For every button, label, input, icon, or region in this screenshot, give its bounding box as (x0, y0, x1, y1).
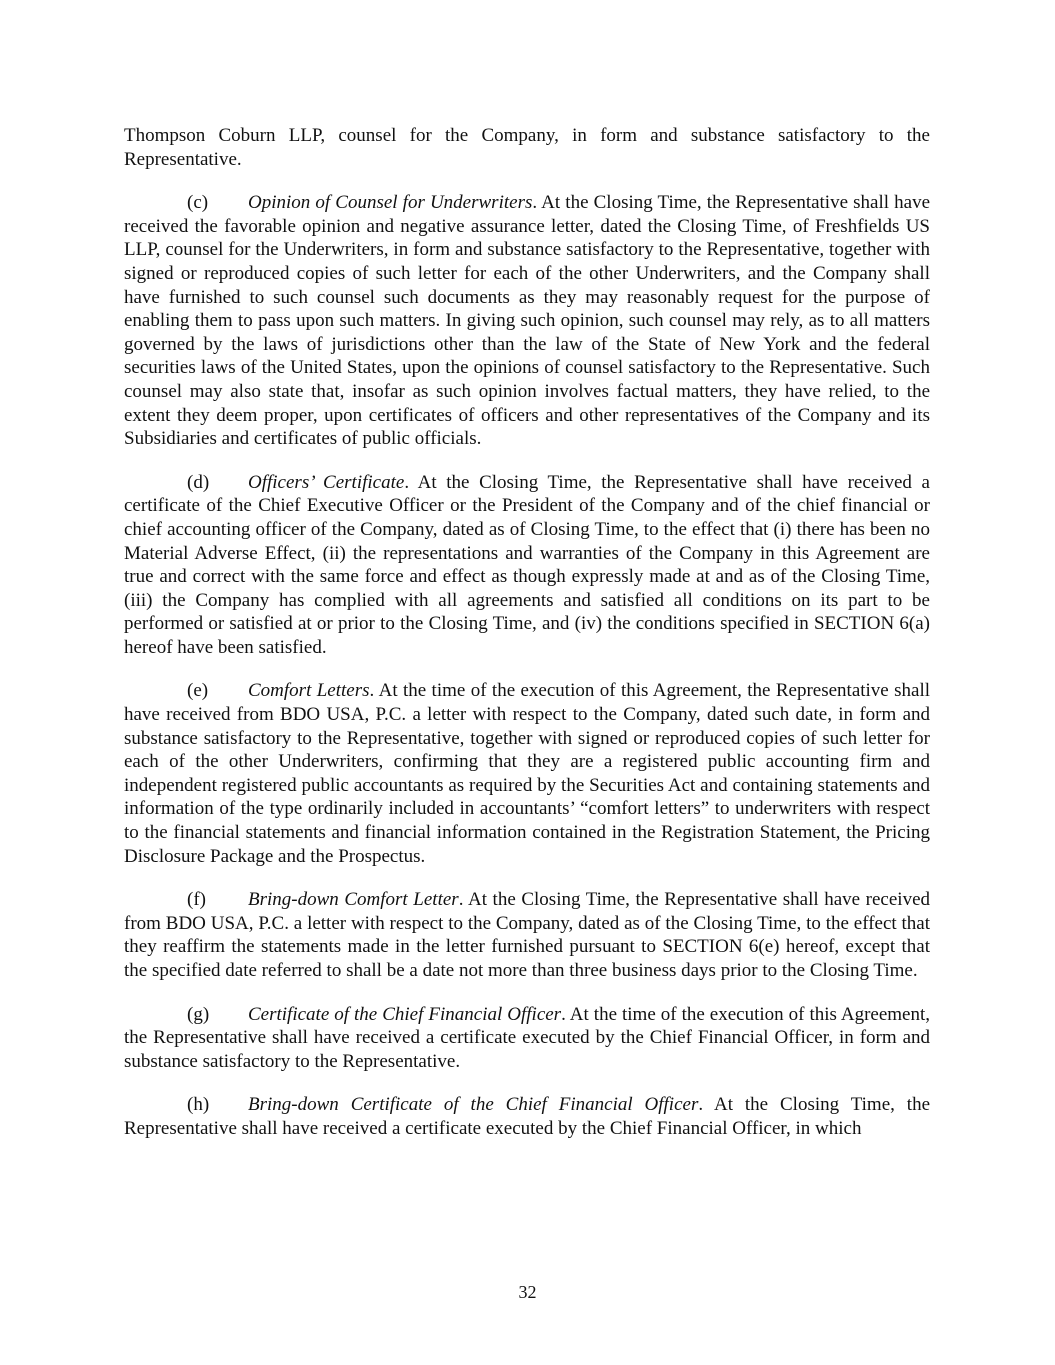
section-heading: Certificate of the Chief Financial Officer (248, 1003, 562, 1025)
section-e-paragraph (124, 679, 930, 868)
section-heading: Bring-down Comfort Letter (248, 889, 459, 911)
section-body: . At the time of the execution of this Agreement, the Representative shall have received from BDO USA, P.C. a letter with respect to the Company, dated such date, in form and substance satisfactory to the Representative, together with signed or reproduced copies of such letter for each of the other Underwriters, confirming that they are a registered public accounting firm and independent registered public accountants as required by the Securities Act and containing statements and information of the type ordinarily included in accountants’ “comfort letters” to underwriters with respect to the financial statements and financial information contained in the Registration Statement, the Pricing Disclosure Package and the Prospectus. (124, 680, 931, 867)
page-number: 32 (518, 1282, 537, 1302)
section-g-paragraph (124, 1003, 930, 1074)
section-heading: Opinion of Counsel for Underwriters (248, 192, 533, 214)
section-body: . At the Closing Time, the Representative shall have received the favorable opinion and negative assurance letter, dated the Closing Time, of Freshfields US LLP, counsel for the Underwriters, in form and substance satisfactory to the Representative, together with signed or reproduced copies of such letter for each of the other Underwriters, and the Company shall have furnished to such counsel such documents as they may reasonably request for the purpose of enabling them to pass upon such matters. In giving such opinion, such counsel may rely, as to all matters governed by the laws of jurisdictions other than the law of the State of New York and the federal securities laws of the United States, upon the opinions of counsel satisfactory to the Representative. Such counsel may also state that, insofar as such opinion involves factual matters, they have relied, to the extent they deem proper, upon certificates of officers and other representatives of the Company and its Subsidiaries and certificates of public officials. (124, 192, 930, 450)
continuation-paragraph: Thompson Coburn LLP, counsel for the Company, in form and substance satisfactory to the Representative. (124, 125, 930, 170)
section-label: (c) (187, 192, 209, 214)
section-d-paragraph (124, 471, 930, 660)
section-heading: Comfort Letters (248, 680, 370, 702)
document-body (124, 124, 930, 1161)
section-label: (d) (187, 471, 210, 493)
section-label: (f) (187, 889, 206, 911)
section-heading: Bring-down Certificate of the Chief Financial Officer (248, 1094, 699, 1116)
section-label: (h) (187, 1094, 210, 1116)
section-body: . At the Closing Time, the Representative shall have received from BDO USA, P.C. a letter with respect to the Company, dated as of the Closing Time, to the effect that they reaffirm the statements made in the letter furnished pursuant to SECTION 6(e) hereof, except that the specified date referred to shall be a date not more than three business days prior to the Closing Time. (124, 889, 930, 981)
section-heading: Officers’ Certificate (248, 471, 405, 493)
section-label: (e) (187, 680, 209, 702)
section-f-paragraph (124, 888, 930, 982)
section-body: . At the Closing Time, the Representative shall have received a certificate executed by the Chief Financial Officer, in which (124, 1094, 930, 1139)
section-c-paragraph (124, 191, 930, 451)
section-body: . At the Closing Time, the Representative shall have received a certificate of the Chief Executive Officer or the President of the Company and of the chief financial or chief accounting officer of the Company, dated as of Closing Time, to the effect that (i) there has been no Material Adverse Effect, (ii) the representations and warranties of the Company in this Agreement are true and correct with the same force and effect as though expressly made at and as of the Closing Time, (iii) the Company has complied with all agreements and satisfied all conditions on its part to be performed or satisfied at or prior to the Closing Time, and (iv) the conditions specified in SECTION 6(a) hereof have been satisfied. (124, 471, 930, 658)
section-label: (g) (187, 1003, 210, 1025)
section-body: . At the time of the execution of this Agreement, the Representative shall have received a certificate executed by the Chief Financial Officer, in form and substance satisfactory to the Representative. (124, 1003, 931, 1072)
section-h-paragraph (124, 1093, 930, 1140)
